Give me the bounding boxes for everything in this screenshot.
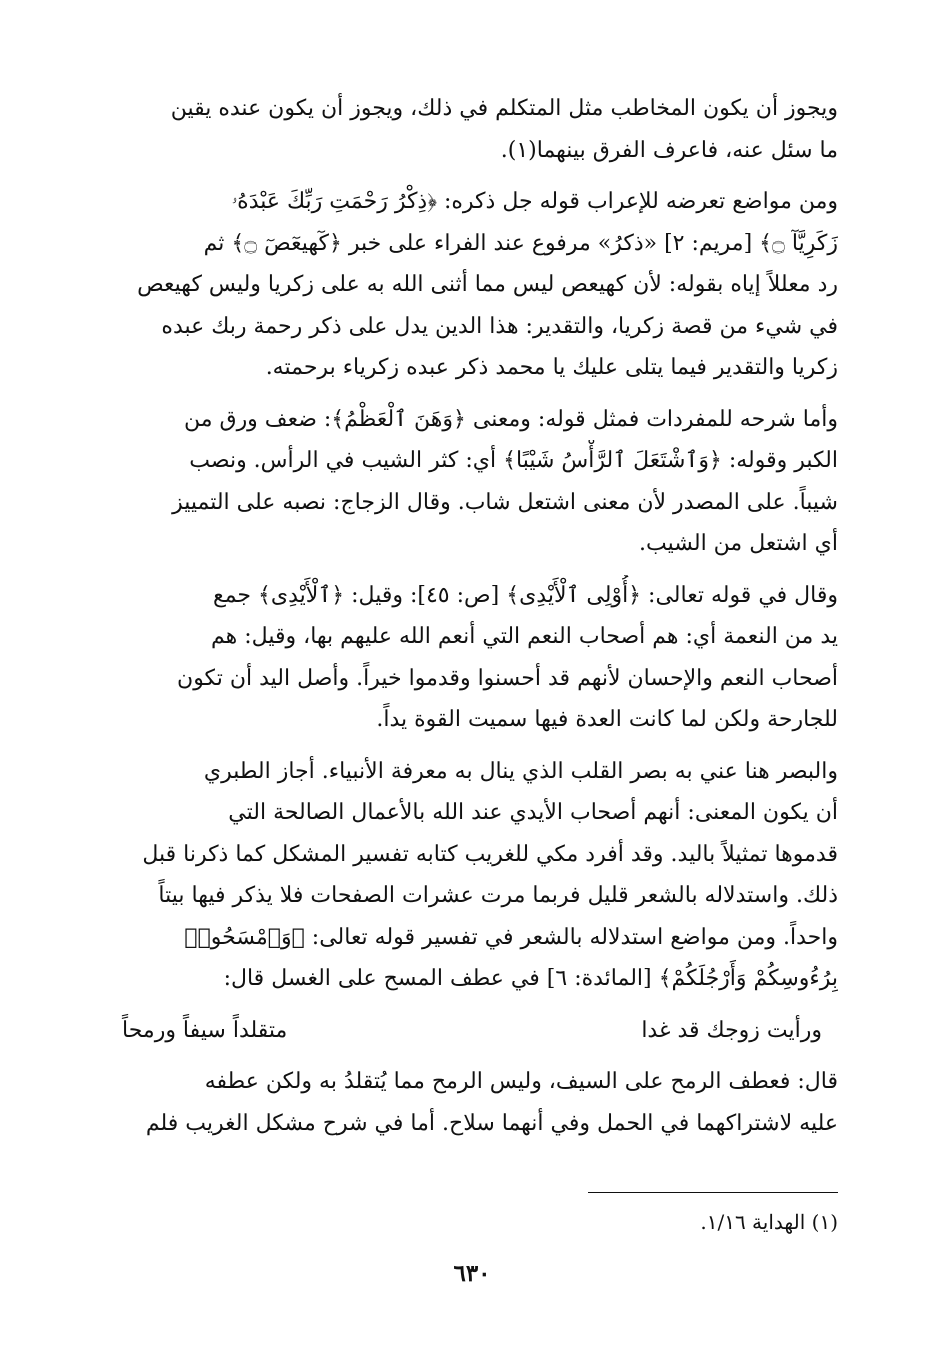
text-line: قدموها تمثيلاً باليد. وقد أفرد مكي للغريب كتابه تفسير المشكل كما ذكرنا قبل [142, 841, 838, 867]
text-line: ذلك. واستدلاله بالشعر قليل فربما مرت عشرات الصفحات فلا يذكر فيها بيتاً [158, 883, 838, 908]
text-line: أصحاب النعم والإحسان لأنهم قد أحسنوا وقدموا خيراً. وأصل اليد أن تكون [177, 665, 838, 691]
footnote-divider [588, 1192, 838, 1193]
paragraph-6 [106, 1061, 838, 1144]
text-line: واحداً. ومن مواضع استدلاله بالشعر في تفسير قوله تعالى: ﴿وَٱمْسَحُوا۟ [184, 924, 838, 950]
text-line: للجارحة ولكن لما كانت العدة فيها سميت القوة يداً. [376, 707, 838, 732]
text-line: وقال في قوله تعالى: ﴿أُوْلِى ٱلْأَيْدِى﴾ [ص: ٤٥]: وقيل: ﴿ٱلْأَيْدِى﴾ جمع [213, 582, 838, 608]
paragraph-2 [106, 181, 838, 389]
page-number: ٦٣٠ [453, 1260, 491, 1287]
text-line: أن يكون المعنى: أنهم أصحاب الأيدي عند الله بالأعمال الصالحة التي [228, 800, 838, 825]
paragraph-1 [106, 88, 838, 171]
poem-hemistich-left: متقلداً سيفاً ورمحاً [122, 1017, 288, 1043]
text-line: زكريا والتقدير فيما يتلى عليك يا محمد ذكر عبده زكرياء برحمته. [265, 355, 838, 380]
paragraph-4 [106, 575, 838, 741]
text-line: ما سئل عنه، فاعرف الفرق بينهما(١). [500, 137, 838, 163]
body-text [106, 88, 838, 1154]
text-line: ومن مواضع تعرضه للإعراب قوله جل ذكره: ﴿ذِكْرُ رَحْمَتِ رَبِّكَ عَبْدَهُۥ [231, 189, 838, 214]
poem-verse [122, 1010, 822, 1052]
poem-hemistich-right: ورأيت زوجك قد غدا [641, 1017, 822, 1043]
text-line: في شيء من قصة زكريا، والتقدير: هذا الدين يدل على ذكر رحمة ربك عبده [161, 313, 838, 339]
text-line: والبصر هنا عني به بصر القلب الذي ينال به معرفة الأنبياء. أجاز الطبري [203, 758, 838, 784]
paragraph-3 [106, 399, 838, 565]
text-line: شيباً. على المصدر لأن معنى اشتعل شاب. وقال الزجاج: نصبه على التمييز [172, 489, 838, 515]
text-line: الكبر وقوله: ﴿وَٱشْتَعَلَ ٱلرَّأْسُ شَيْبًا﴾ أي: كثر الشيب في الرأس. ونصب [189, 448, 838, 473]
text-line: يد من النعمة أي: هم أصحاب النعم التي أنعم الله عليهم بها، وقيل: هم [211, 624, 838, 649]
text-line: وأما شرحه للمفردات فمثل قوله: ومعنى ﴿وَهَنَ ٱلْعَظْمُ﴾: ضعف ورق من [183, 406, 838, 432]
paragraph-5 [106, 751, 838, 1000]
text-line: زَكَرِيَّآ ۝﴾ [مريم: ٢] «ذكرُ» مرفوع عند الفراء على خبر ﴿كٓهيعٓصٓ ۝﴾ ثم [203, 230, 838, 256]
text-line: بِرُءُوسِكُمْ وَأَرْجُلَكُمْ﴾ [المائدة: ٦] في عطف المسح على الغسل قال: [223, 966, 838, 991]
text-line: رد معللاً إياه بقوله: لأن كهيعص ليس مما أثنى الله به على زكريا وليس كهيعص [137, 272, 838, 297]
text-line: عليه لاشتراكهما في الحمل وفي أنهما سلاح. أما في شرح مشكل الغريب فلم [145, 1110, 838, 1136]
text-line: قال: فعطف الرمح على السيف، وليس الرمح مما يُتقلدُ به ولكن عطفه [204, 1069, 838, 1094]
footnote: (١) الهداية ١/١٦. [700, 1210, 838, 1234]
text-line: ويجوز أن يكون المخاطب مثل المتكلم في ذلك، ويجوز أن يكون عنده يقين [170, 96, 838, 121]
text-line: أي اشتعل من الشيب. [639, 531, 838, 556]
